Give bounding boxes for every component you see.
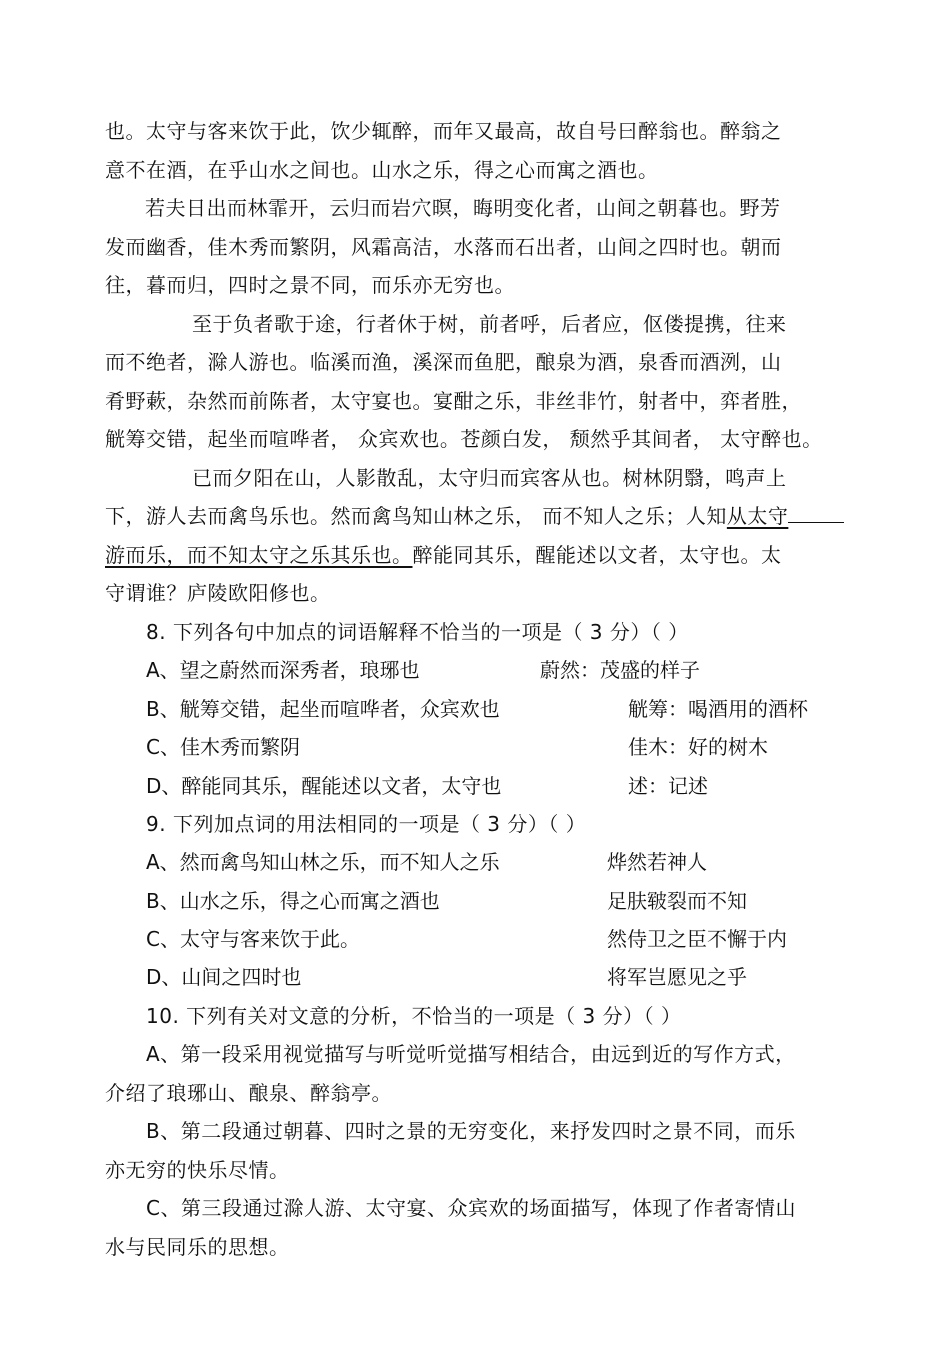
- question-stem: 8. 下列各句中加点的词语解释不恰当的一项是（ 3 分）（ ）: [146, 620, 689, 644]
- option-comparison: 足肤皲裂而不知: [607, 889, 747, 913]
- option-text: B、山水之乐，得之心而寓之酒也: [146, 889, 440, 913]
- option-comparison: 然侍卫之臣不懈于内: [607, 927, 787, 951]
- passage-line: 已而夕阳在山，人影散乱，太守归而宾客从也。树林阴翳，鸣声上: [192, 466, 787, 490]
- option-text: A、第一段采用视觉描写与听觉听觉描写相结合，由远到近的写作方式，: [146, 1042, 796, 1066]
- option-text: C、第三段通过滁人游、太守宴、众宾欢的场面描写，体现了作者寄情山: [146, 1196, 796, 1220]
- option-text: C、佳木秀而繁阴: [146, 735, 300, 759]
- passage-line: 至于负者歌于途，行者休于树，前者呼，后者应，伛偻提携，往来: [192, 312, 787, 336]
- passage-line: 守谓谁？庐陵欧阳修也。: [105, 581, 331, 605]
- option-text: D、醉能同其乐，醒能述以文者，太守也: [146, 774, 502, 798]
- passage-line: 若夫日出而林霏开，云归而岩穴暝，晦明变化者，山间之朝暮也。野芳: [145, 196, 781, 220]
- option-text: 亦无穷的快乐尽情。: [105, 1158, 290, 1182]
- passage-line: [105, 503, 844, 529]
- option-explanation: 述：记述: [628, 774, 708, 798]
- passage-line: 往，暮而归，四时之景不同，而乐亦无穷也。: [105, 273, 515, 297]
- option-comparison: 将军岂愿见之乎: [607, 965, 747, 989]
- option-text: A、然而禽鸟知山林之乐，而不知人之乐: [146, 850, 500, 874]
- passage-line: 肴野蔌，杂然而前陈者，太守宴也。宴酣之乐，非丝非竹，射者中，弈者胜，: [105, 389, 802, 413]
- option-text: B、第二段通过朝暮、四时之景的无穷变化，来抒发四时之景不同，而乐: [146, 1119, 796, 1143]
- passage-line: 意不在酒，在乎山水之间也。山水之乐，得之心而寓之酒也。: [105, 158, 659, 182]
- option-text: D、山间之四时也: [146, 965, 302, 989]
- option-explanation: 蔚然：茂盛的样子: [540, 658, 700, 682]
- option-text: A、望之蔚然而深秀者，琅琊也: [146, 658, 420, 682]
- option-text: B、觥筹交错，起坐而喧哗者，众宾欢也: [146, 697, 500, 721]
- option-text: 介绍了琅琊山、酿泉、醉翁亭。: [105, 1081, 392, 1105]
- passage-line: 也。太守与客来饮于此，饮少辄醉，而年又最高，故自号曰醉翁也。醉翁之: [105, 119, 782, 143]
- passage-text: 醉能同其乐，醒能述以文者，太守也。太: [412, 543, 782, 567]
- underline-extension: [788, 504, 844, 523]
- option-comparison: 烨然若神人: [607, 850, 707, 874]
- passage-line: 而不绝者，滁人游也。临溪而渔，溪深而鱼肥，酿泉为酒，泉香而酒洌，山: [105, 350, 782, 374]
- option-explanation: 觥筹：喝酒用的酒杯: [628, 697, 808, 721]
- option-text: C、太守与客来饮于此。: [146, 927, 360, 951]
- underlined-text: 游而乐，而不知太守之乐其乐也。: [105, 543, 413, 567]
- question-stem: 10. 下列有关对文意的分析，不恰当的一项是（ 3 分）（ ）: [146, 1004, 682, 1028]
- underlined-text: 从太守: [726, 504, 789, 528]
- question-stem: 9. 下列加点词的用法相同的一项是（ 3 分）（ ）: [146, 812, 587, 836]
- option-explanation: 佳木：好的树木: [628, 735, 768, 759]
- passage-line: 发而幽香，佳木秀而繁阴，风霜高洁，水落而石出者，山间之四时也。朝而: [105, 235, 782, 259]
- option-text: 水与民同乐的思想。: [105, 1235, 290, 1259]
- passage-line: 觥筹交错，起坐而喧哗者， 众宾欢也。苍颜白发， 颓然乎其间者， 太守醉也。: [105, 427, 823, 451]
- passage-text: 下，游人去而禽鸟乐也。然而禽鸟知山林之乐， 而不知人之乐；人知: [105, 504, 727, 528]
- passage-line: [105, 542, 782, 568]
